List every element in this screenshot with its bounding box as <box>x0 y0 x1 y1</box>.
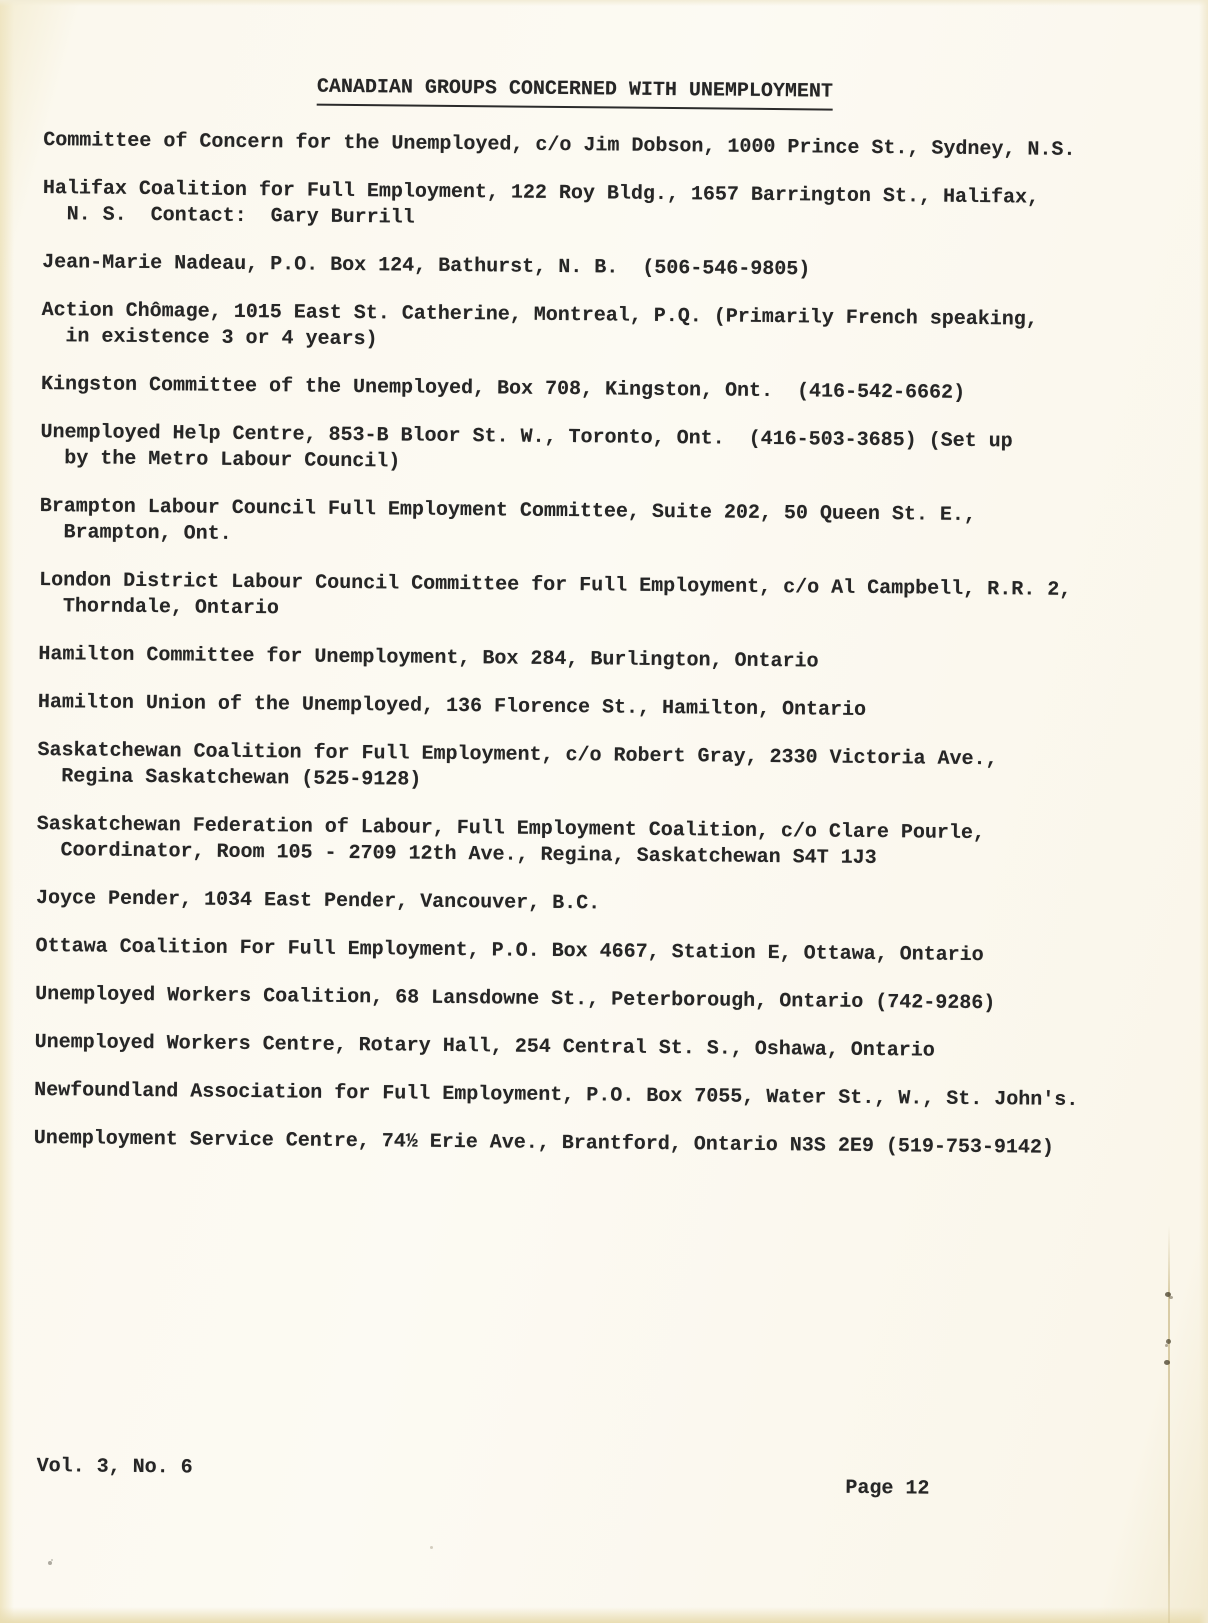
directory-entry: Jean-Marie Nadeau, P.O. Box 124, Bathurst, N. B. (506-546-9805) <box>42 250 811 282</box>
directory-entry: Joyce Pender, 1034 East Pender, Vancouver, B.C. <box>35 886 601 916</box>
scan-speck <box>430 1546 433 1549</box>
directory-entry: Brampton Labour Council Full Employment Committee, Suite 202, 50 Queen St. E., Brampton, Ont. <box>39 494 977 546</box>
scan-speck <box>1164 1360 1170 1365</box>
title-row <box>317 75 1112 114</box>
scan-crease-line <box>1168 1225 1170 1623</box>
directory-entry: London District Labour Council Committee for Full Employment, c/o Al Campbell, R.R. 2, Thorndale, Ontario <box>38 568 1072 621</box>
directory-entry: Kingston Committee of the Unemployed, Box 708, Kingston, Ont. (416-542-6662) <box>40 372 966 405</box>
directory-entry: Ottawa Coalition For Full Employment, P.O. Box 4667, Station E, Ottawa, Ontario <box>35 934 984 968</box>
directory-entry: Newfoundland Association for Full Employment, P.O. Box 7055, Water St., W., St. John's. <box>34 1078 1079 1112</box>
directory-entry: Unemployed Workers Centre, Rotary Hall, 254 Central St. S., Oshawa, Ontario <box>34 1030 935 1063</box>
footer-page-number: Page 12 <box>845 1476 930 1501</box>
directory-entry: Committee of Concern for the Unemployed, c/o Jim Dobson, 1000 Prince St., Sydney, N.S. <box>43 128 1076 162</box>
footer-volume-number: Vol. 3, No. 6 <box>36 1454 193 1480</box>
directory-entry: Unemployment Service Centre, 74½ Erie Ave., Brantford, Ontario N3S 2E9 (519-753-9142) <box>33 1126 1054 1160</box>
document-content <box>33 72 1112 1501</box>
paper-edge-bottom <box>0 1607 1208 1623</box>
directory-entry: Action Chômage, 1015 East St. Catherine, Montreal, P.Q. (Primarily French speaking, in existence 3 or 4 years) <box>41 298 1038 352</box>
scan-speck <box>1165 1292 1171 1297</box>
scan-speck <box>48 1561 52 1565</box>
paper-edge-top <box>0 0 1208 6</box>
page-title: CANADIAN GROUPS CONCERNED WITH UNEMPLOYMENT <box>317 75 833 111</box>
directory-entry: Halifax Coalition for Full Employment, 122 Roy Bldg., 1657 Barrington St., Halifax, N. S. Contact: Gary Burrill <box>42 176 1040 230</box>
paper-edge-left <box>0 0 14 1623</box>
scan-speck <box>1166 1339 1171 1344</box>
directory-entry: Unemployed Help Centre, 853-B Bloor St. W., Toronto, Ont. (416-503-3685) (Set up by the Metro Labour Council) <box>40 420 1013 474</box>
directory-entry: Saskatchewan Federation of Labour, Full Employment Coalition, c/o Clare Pourle, Coordinator, Room 105 - 2709 12th Ave., Regina, Saskatchewan S4T 1J3 <box>36 812 985 871</box>
directory-entry: Hamilton Committee for Unemployment, Box 284, Burlington, Ontario <box>38 642 819 674</box>
directory-entry: Saskatchewan Coalition for Full Employment, c/o Robert Gray, 2330 Victoria Ave., Regina Saskatchewan (525-9128) <box>37 738 998 792</box>
paper-edge-right <box>1199 0 1208 1623</box>
directory-entry: Hamilton Union of the Unemployed, 136 Florence St., Hamilton, Ontario <box>37 690 867 722</box>
directory-entry: Unemployed Workers Coalition, 68 Lansdowne St., Peterborough, Ontario (742-9286) <box>35 982 996 1016</box>
